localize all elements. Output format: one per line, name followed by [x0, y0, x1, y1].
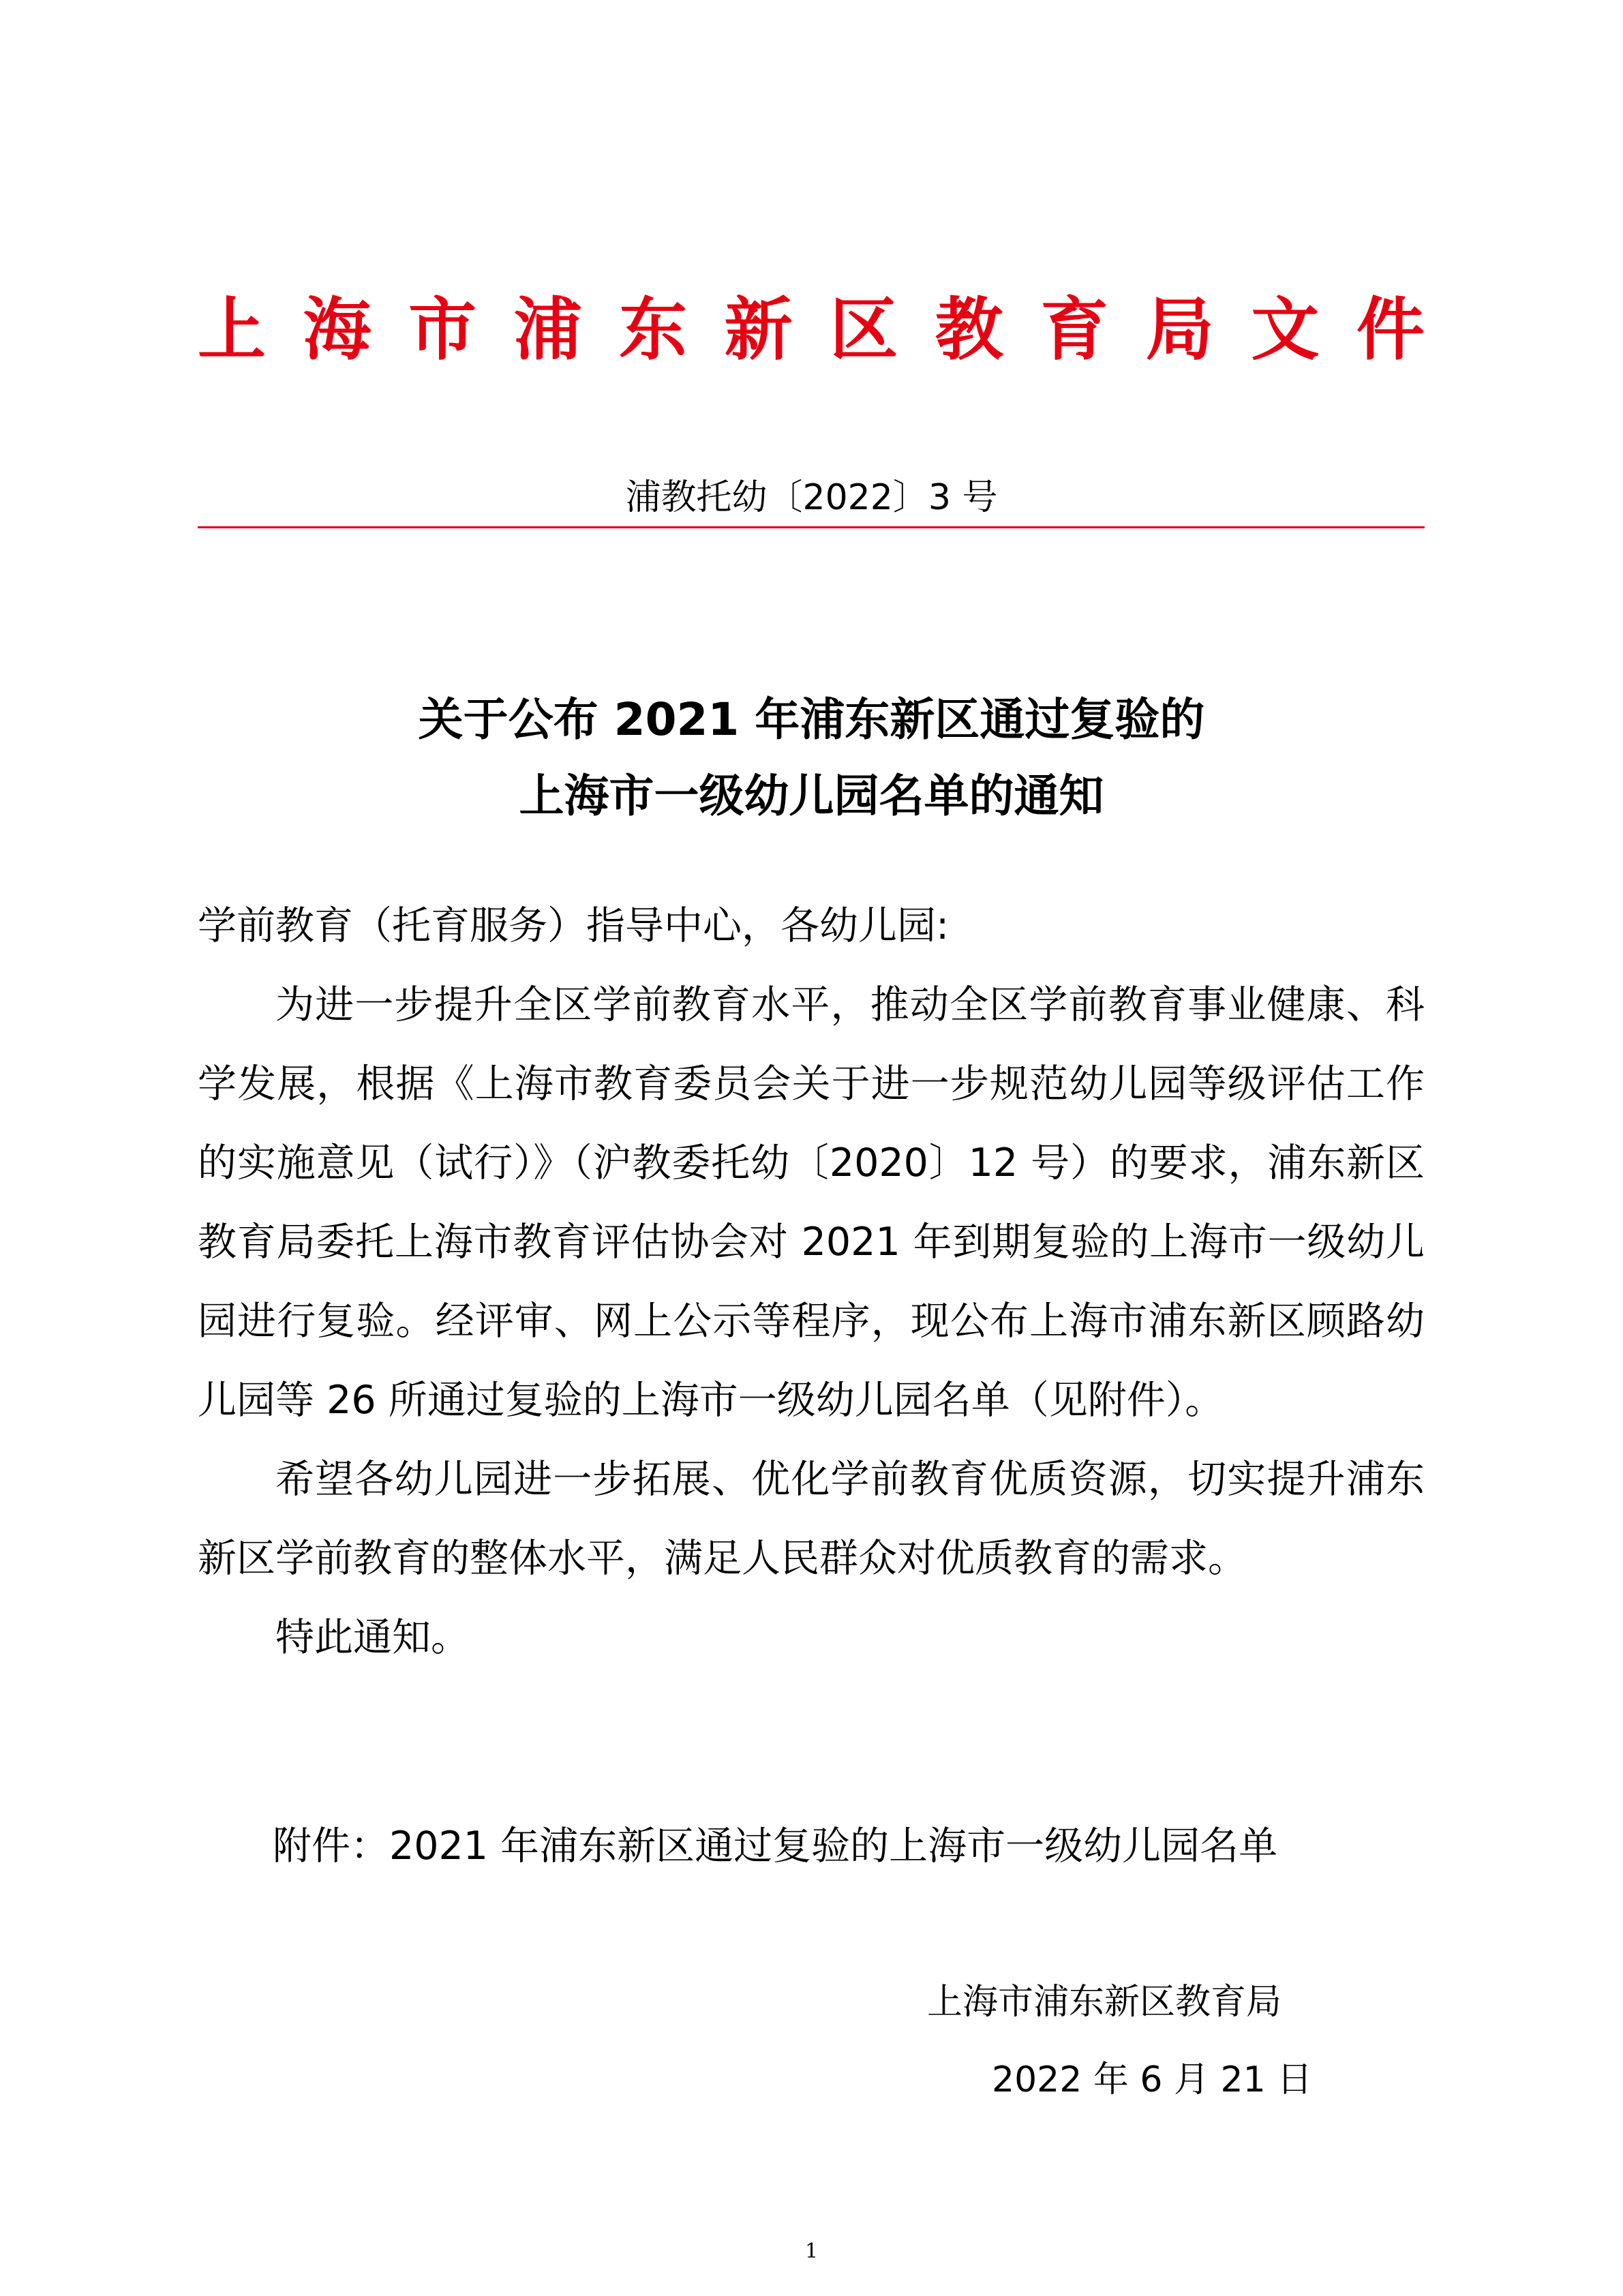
body-paragraph: 希望各幼儿园进一步拓展、优化学前教育优质资源，切实提升浦东新区学前教育的整体水平，满足人民群众对优质教育的需求。 [198, 1457, 1425, 1581]
signoff [927, 1963, 1350, 2119]
salutation: 学前教育（托育服务）指导中心，各幼儿园: [198, 903, 950, 948]
body-paragraph: 为进一步提升全区学前教育水平，推动全区学前教育事业健康、科学发展，根据《上海市教育委员会关于进一步规范幼儿园等级评估工作的实施意见（试行）》（沪教委托幼〔2020〕12 号）的要求，浦东新区教育局委托上海市教育评估协会对 2021 年到期复验的上海市一级幼儿园进行复验。经评审、网上公示等程序，现公布上海市浦东新区顾路幼儿园等 26 所通过复验的上海市一级幼儿园名单（见附件）。 [198, 982, 1425, 1423]
issuing-organization: 上海市浦东新区教育局 [927, 1982, 1282, 2023]
masthead-char: 上 [198, 289, 266, 369]
document-body [198, 886, 1425, 1677]
masthead-char: 教 [935, 289, 1003, 369]
masthead-char: 局 [1145, 289, 1214, 369]
masthead-char: 市 [408, 289, 477, 369]
document-number: 浦教托幼〔2022〕3 号 [625, 477, 998, 518]
issue-date: 2022 年 6 月 21 日 [992, 2059, 1313, 2100]
red-divider-line [198, 526, 1425, 528]
closing-line: 特此通知。 [275, 1615, 470, 1660]
masthead-char: 区 [830, 289, 898, 369]
title-line-2: 上海市一级幼儿园名单的通知 [519, 770, 1104, 822]
masthead-char: 新 [724, 289, 793, 369]
attachment-note: 附件：2021 年浦东新区通过复验的上海市一级幼儿园名单 [273, 1824, 1278, 1869]
masthead-char: 件 [1356, 289, 1425, 369]
title-line-1: 关于公布 2021 年浦东新区通过复验的 [418, 693, 1205, 746]
masthead-char: 育 [1040, 289, 1109, 369]
masthead [198, 273, 1425, 375]
masthead-char: 文 [1251, 289, 1320, 369]
document-title [0, 682, 1623, 834]
masthead-char: 浦 [513, 289, 582, 369]
masthead-char: 海 [303, 289, 371, 369]
masthead-char: 东 [619, 289, 688, 369]
page-number: 1 [804, 2239, 819, 2263]
